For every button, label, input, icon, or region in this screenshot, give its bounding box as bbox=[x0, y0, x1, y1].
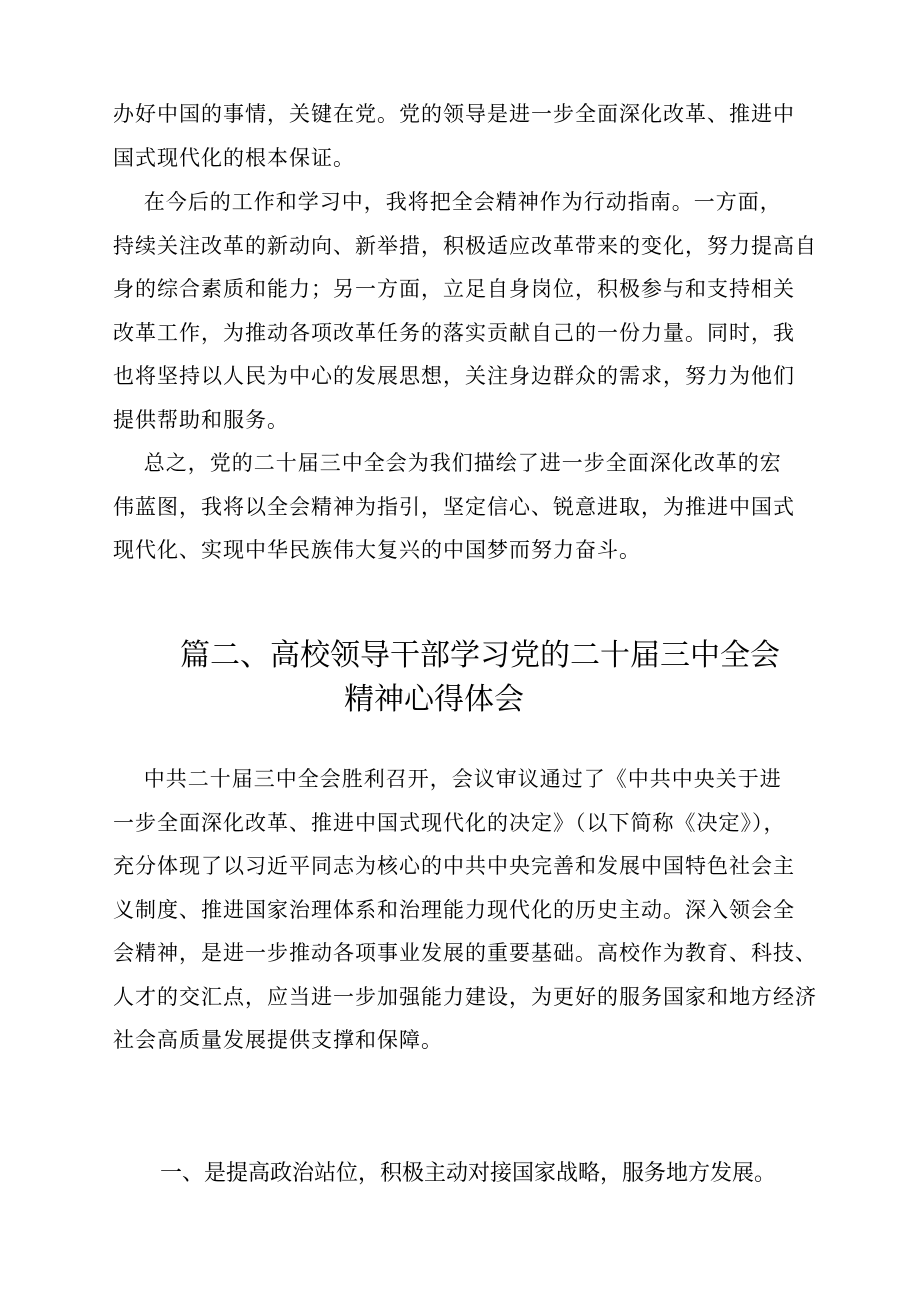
text-line: 充分体现了以习近平同志为核心的中共中央完善和发展中国特色社会主 bbox=[113, 854, 795, 878]
text-line: 提供帮助和服务。 bbox=[113, 407, 289, 432]
text-line: 持续关注改革的新动向、新举措，积极适应改革带来的变化，努力提高自 bbox=[113, 233, 817, 258]
text-line: 会精神，是进一步推动各项事业发展的重要基础。高校作为教育、科技、 bbox=[113, 941, 817, 965]
text-line: 办好中国的事情，关键在党。党的领导是进一步全面深化改革、推进中 bbox=[113, 102, 795, 126]
text-line: 也将坚持以人民为中心的发展思想，关注身边群众的需求，努力为他们 bbox=[113, 364, 795, 388]
text-line: 在今后的工作和学习中，我将把全会精神作为行动指南。一方面， bbox=[113, 190, 782, 214]
text-line: 伟蓝图，我将以全会精神为指引，坚定信心、锐意进取，为推进中国式 bbox=[113, 494, 795, 519]
text-line: 义制度、推进国家治理体系和治理能力现代化的历史主动。深入领会全 bbox=[113, 897, 795, 922]
text-line: 改革工作，为推动各项改革任务的落实贡献自己的一份力量。同时，我 bbox=[113, 320, 795, 345]
text-line: 国式现代化的根本保证。 bbox=[113, 145, 355, 170]
text-line: 总之，党的二十届三中全会为我们描绘了进一步全面深化改革的宏 bbox=[113, 451, 782, 475]
section-heading-line-2: 精神心得体会 bbox=[344, 682, 524, 717]
text-line: 一步全面深化改革、推进中国式现代化的决定》（以下简称《决定》）， bbox=[113, 810, 786, 835]
text-line: 社会高质量发展提供支撑和保障。 bbox=[113, 1028, 443, 1052]
text-line: 人才的交汇点，应当进一步加强能力建设，为更好的服务国家和地方经济 bbox=[113, 984, 817, 1009]
text-line: 现代化、实现中华民族伟大复兴的中国梦而努力奋斗。 bbox=[113, 538, 641, 562]
paragraph-conclusion bbox=[113, 442, 853, 573]
paragraph-future-work bbox=[113, 181, 853, 442]
text-line: 身的综合素质和能力；另一方面，立足自身岗位，积极参与和支持相关 bbox=[113, 277, 795, 301]
paragraph-leadership bbox=[113, 93, 853, 180]
section-heading-line-1: 篇二、高校领导干部学习党的二十届三中全会 bbox=[180, 638, 780, 673]
paragraph-plenary-intro bbox=[113, 758, 853, 1063]
subsection-heading: 一、是提高政治站位，积极主动对接国家战略，服务地方发展。 bbox=[160, 1161, 777, 1186]
text-line: 中共二十届三中全会胜利召开，会议审议通过了《中共中央关于进 bbox=[113, 767, 782, 791]
